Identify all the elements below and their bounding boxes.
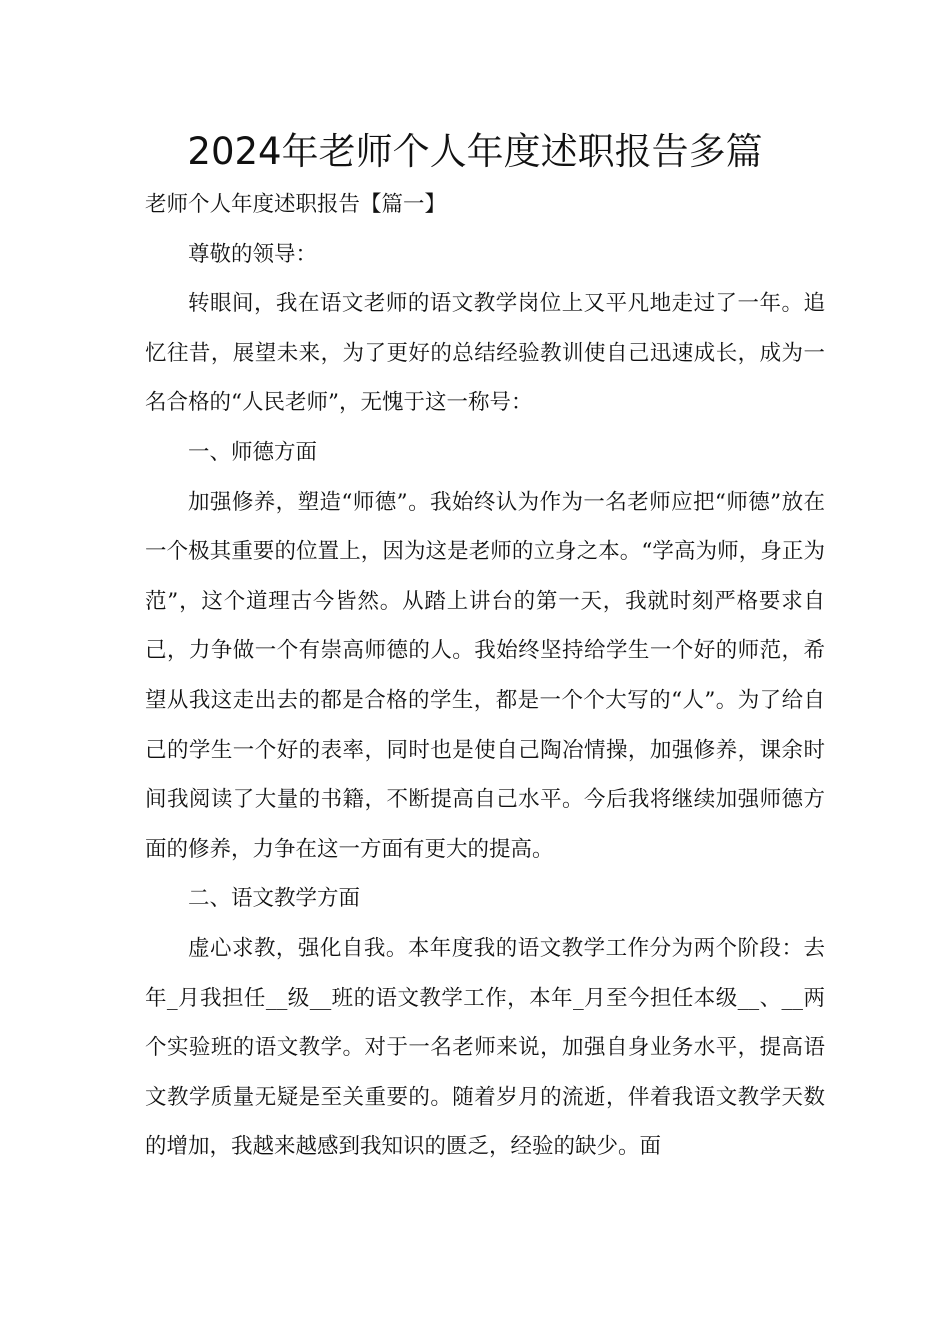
paragraph-intro: 转眼间，我在语文老师的语文教学岗位上又平凡地走过了一年。追忆往昔，展望未来，为了更好的总结经验教训使自己迅速成长，成为一名合格的“人民老师”，无愧于这一称号：	[145, 291, 825, 416]
subheading-teaching: 二、语文教学方面	[188, 886, 361, 912]
document-body	[145, 180, 825, 1172]
paragraph-teaching: 虚心求教，强化自我。本年度我的语文教学工作分为两个阶段：去年_月我担任__级__班的语文教学工作，本年_月至今担任本级__、__两个实验班的语文教学。对于一名老师来说，加强自身业务水平，提高语文教学质量无疑是至关重要的。随着岁月的流逝，伴着我语文教学天数的增加，我越来越感到我知识的匮乏，经验的缺少。面	[145, 935, 825, 1160]
section-heading: 老师个人年度述职报告【篇一】	[145, 192, 447, 217]
subheading-ethics: 一、师德方面	[188, 439, 318, 465]
document-title: 2024年老师个人年度述职报告多篇	[187, 130, 763, 173]
paragraph-ethics: 加强修养，塑造“师德”。我始终认为作为一名老师应把“师德”放在一个极其重要的位置上，因为这是老师的立身之本。“学高为师，身正为范”，这个道理古今皆然。从踏上讲台的第一天，我就时刻严格要求自己，力争做一个有崇高师德的人。我始终坚持给学生一个好的师范，希望从我这走出去的都是合格的学生，都是一个个大写的“人”。为了给自己的学生一个好的表率，同时也是使自己陶冶情操，加强修养，课余时间我阅读了大量的书籍，不断提高自己水平。今后我将继续加强师德方面的修养，力争在这一方面有更大的提高。	[145, 489, 825, 862]
salutation: 尊敬的领导：	[188, 241, 318, 267]
